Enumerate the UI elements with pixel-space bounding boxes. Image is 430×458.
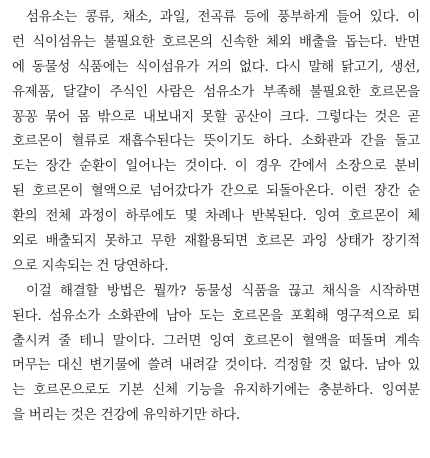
text-line: 으로 지속되는 건 당연하다. bbox=[12, 258, 169, 274]
paragraph-2 bbox=[12, 280, 420, 429]
text-line: 꽁꽁 묶어 몸 밖으로 내보내지 못할 공산이 크다. 그렇다는 것은 곧 bbox=[12, 109, 420, 125]
text-line: 런 식이섬유는 불필요한 호르몬의 신속한 체외 배출을 돕는다. 반면 bbox=[12, 34, 420, 50]
text-line: 머무는 대신 변기물에 쓸려 내려갈 것이다. 걱정할 것 없다. 남아 있 bbox=[12, 358, 420, 374]
text-line: 출시켜 줄 테니 말이다. 그러면 잉여 호르몬이 혈액을 떠돌며 계속 bbox=[12, 333, 420, 349]
text-line: 는 호르몬으로도 기본 신체 기능을 유지하기에는 충분하다. 잉여분 bbox=[12, 383, 420, 399]
text-line: 외로 배출되지 못하고 무한 재활용되면 호르몬 과잉 상태가 장기적 bbox=[12, 234, 420, 250]
text-line: 호르몬이 혈류로 재흡수된다는 뜻이기도 하다. 소화관과 간을 돌고 bbox=[12, 134, 420, 150]
text-line: 환의 전체 과정이 하루에도 몇 차례나 반복된다. 잉여 호르몬이 체 bbox=[12, 209, 420, 225]
text-line: 섬유소는 콩류, 채소, 과일, 전곡류 등에 풍부하게 들어 있다. 이 bbox=[26, 10, 420, 25]
text-line: 도는 장간 순환이 일어나는 것이다. 이 경우 간에서 소장으로 분비 bbox=[12, 159, 420, 175]
text-line: 된 호르몬이 혈액으로 넘어갔다가 간으로 되돌아온다. 이런 장간 순 bbox=[12, 184, 420, 200]
text-line: 을 버리는 것은 건강에 유익하기만 하다. bbox=[12, 408, 241, 424]
text-line: 이걸 해결할 방법은 뭘까? 동물성 식품을 끊고 채식을 시작하면 bbox=[26, 283, 420, 299]
text-line: 에 동물성 식품에는 식이섬유가 거의 없다. 다시 말해 닭고기, 생선, bbox=[12, 59, 420, 75]
paragraph-1 bbox=[12, 6, 420, 280]
text-line: 된다. 섬유소가 소화관에 남아 도는 호르몬을 포획해 영구적으로 퇴 bbox=[12, 308, 420, 324]
text-line: 유제품, 달걀이 주식인 사람은 섬유소가 부족해 불필요한 호르몬을 bbox=[12, 84, 420, 100]
document-page bbox=[12, 6, 420, 429]
